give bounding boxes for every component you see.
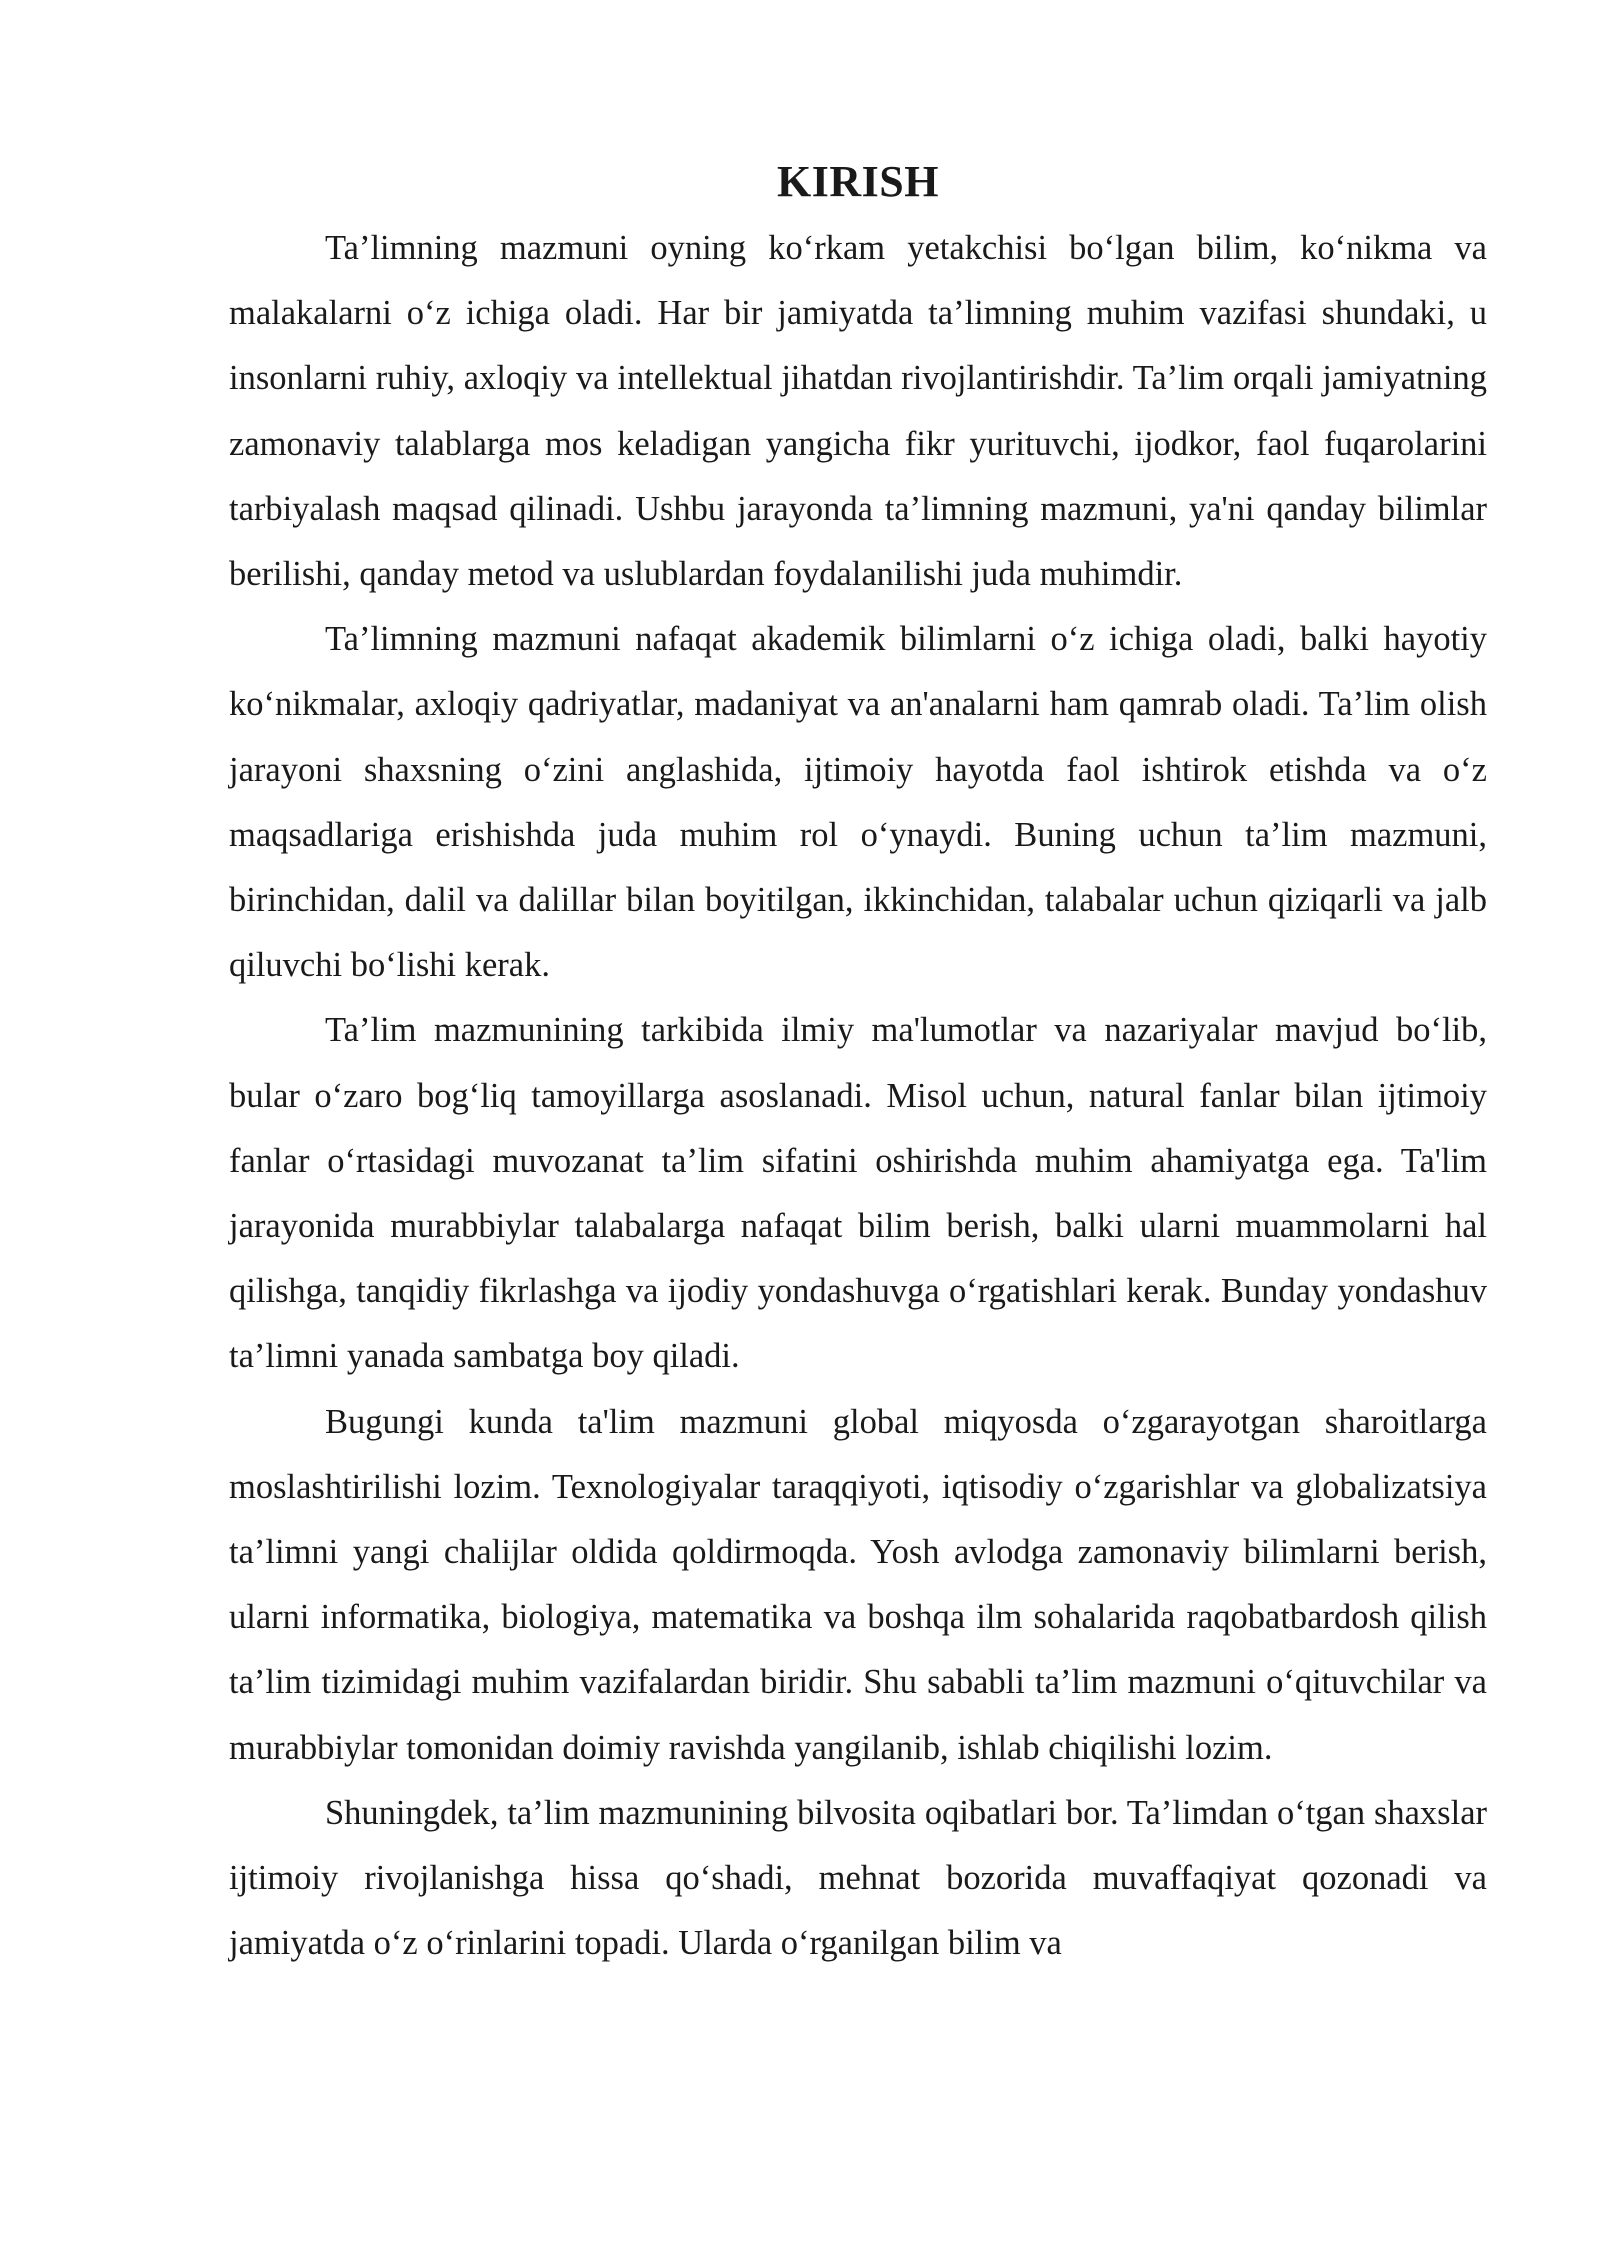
page-title: KIRISH bbox=[777, 157, 939, 206]
paragraph-3: Ta’lim mazmunining tarkibida ilmiy ma'lumotlar va nazariyalar mavjud bo‘lib, bular o‘zaro bog‘liq tamoyillarga asoslanadi. Misol uchun, natural fanlar bilan ijtimoiy fanlar o‘rtasidagi muvozanat ta’lim sifatini oshirishda muhim ahamiyatga ega. Ta'lim jarayonida murabbiylar talabalarga nafaqat bilim berish, balki ularni muammolarni hal qilishga, tanqidiy fikrlashga va ijodiy yondashuvga o‘rgatishlari kerak. Bunday yondashuv ta’limni yanada sambatga boy qiladi. bbox=[229, 1011, 1487, 1376]
paragraph-4: Bugungi kunda ta'lim mazmuni global miqyosda o‘zgarayotgan sharoitlarga moslashtirilishi lozim. Texnologiyalar taraqqiyoti, iqtisodiy o‘zgarishlar va globalizatsiya ta’limni yangi chalijlar oldida qoldirmoqda. Yosh avlodga zamonaviy bilimlarni berish, ularni informatika, biologiya, matematika va boshqa ilm sohalarida raqobatbardosh qilish ta’lim tizimidagi muhim vazifalardan biridir. Shu sababli ta’lim mazmuni o‘qituvchilar va murabbiylar tomonidan doimiy ravishda yangilanib, ishlab chiqilishi lozim. bbox=[229, 1402, 1487, 1767]
document-body bbox=[229, 150, 1487, 1976]
paragraph-5: Shuningdek, ta’lim mazmunining bilvosita oqibatlari bor. Ta’limdan o‘tgan shaxslar ijtimoiy rivojlanishga hissa qo‘shadi, mehnat bozorida muvaffaqiyat qozonadi va jamiyatda o‘z o‘rinlarini topadi. Ularda o‘rganilgan bilim va bbox=[229, 1793, 1487, 1963]
paragraph-1: Ta’limning mazmuni oyning ko‘rkam yetakchisi bo‘lgan bilim, ko‘nikma va malakalarni o‘z ichiga oladi. Har bir jamiyatda ta’limning muhim vazifasi shundaki, u insonlarni ruhiy, axloqiy va intellektual jihatdan rivojlantirishdir. Ta’lim orqali jamiyatning zamonaviy talablarga mos keladigan yangicha fikr yurituvchi, ijodkor, faol fuqarolarini tarbiyalash maqsad qilinadi. Ushbu jarayonda ta’limning mazmuni, ya'ni qanday bilimlar berilishi, qanday metod va uslublardan foydalanilishi juda muhimdir. bbox=[229, 229, 1487, 594]
paragraph-2: Ta’limning mazmuni nafaqat akademik bilimlarni o‘z ichiga oladi, balki hayotiy ko‘nikmalar, axloqiy qadriyatlar, madaniyat va an'analarni ham qamrab oladi. Ta’lim olish jarayoni shaxsning o‘zini anglashida, ijtimoiy hayotda faol ishtirok etishda va o‘z maqsadlariga erishishda juda muhim rol o‘ynaydi. Buning uchun ta’lim mazmuni, birinchidan, dalil va dalillar bilan boyitilgan, ikkinchidan, talabalar uchun qiziqarli va jalb qiluvchi bo‘lishi kerak. bbox=[229, 620, 1487, 985]
